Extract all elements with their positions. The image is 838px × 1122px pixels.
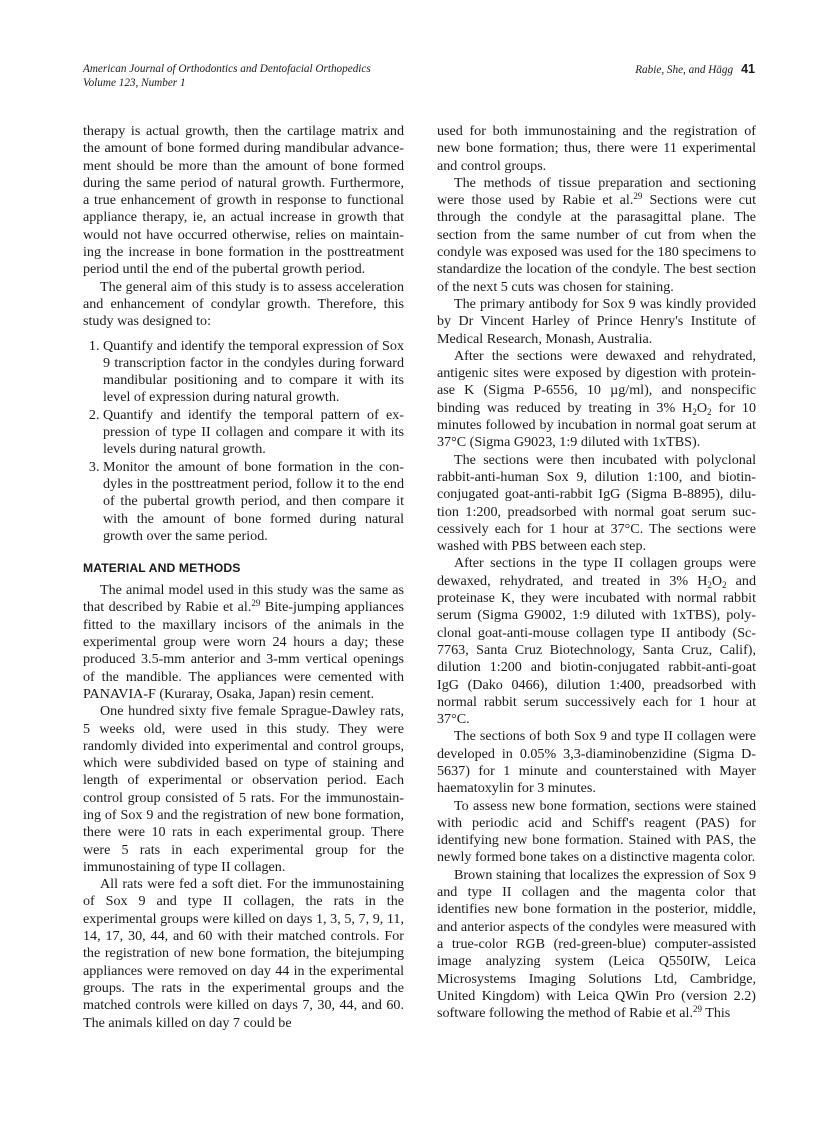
methods-paragraph-animal-model — [83, 582, 404, 703]
tissue-preparation-paragraph — [437, 175, 756, 296]
paragraph-text: This — [701, 1005, 731, 1022]
aim-item: 3. Monitor the amount of bone formation in the condyles in the posttreatment period, follow it to the end of the pubertal growth period, and then compare it with the amount of bone formed during natural growth over the same period. — [103, 459, 404, 545]
citation-reference: 29 — [251, 598, 261, 609]
paragraph-text: O — [711, 572, 723, 589]
aim-item: 2. Quantify and identify the temporal pattern of expression of type II collagen and compare it with its levels during natural growth. — [103, 407, 404, 459]
paragraph-text: Sections were cut through the condyle at the parasagittal plane. The section from the same number of cut from when the condyle was exposed was used for the 180 specimens to standardize the location of the condyle. The best section of the next 5 cuts was chosen for staining. — [437, 192, 756, 295]
journal-title: American Journal of Orthodontics and Dentofacial Orthopedics — [83, 63, 371, 75]
paragraph-text: After the sections were dewaxed and rehydrated, antigenic sites were exposed by digestion with proteinase K (Sigma P-6556, 10 µg/ml), and nonspecific binding was reduced by treating in 3% H — [437, 347, 756, 416]
journal-citation — [83, 62, 371, 90]
incubation-paragraph: The sections were then incubated with polyclonal rabbit-anti-human Sox 9, dilution 1:100, and biotin-conjugated goat-anti-rabbit IgG (Sigma B-8895), dilution 1:200, preadsorbed with normal goat serum successively each for 1 hour at 37°C. The sections were washed with PBS between each step. — [437, 451, 756, 555]
paragraph-text: After sections in the type II collagen groups were dewaxed, rehydrated, and treated in 3% H — [437, 555, 756, 589]
continuation-paragraph: used for both immunostaining and the registration of new bone formation; thus, there were 11 experimental and control groups. — [437, 123, 756, 174]
subscript: 2 — [707, 579, 712, 590]
running-authors: Rabie, She, and Hägg — [635, 64, 734, 76]
paragraph-text: O — [696, 399, 708, 416]
measurement-paragraph — [437, 867, 756, 1023]
subscript: 2 — [707, 406, 712, 417]
author-page-header — [635, 62, 755, 77]
paragraph-text: Bite-jumping appliances fitted to the maxillary incisors of the animals in the experimental group were worn 24 hours a day; these produced 3.5-mm anterior and 3-mm vertical openings of the mandible. The appliances were cemented with PANAVIA-F (Kuraray, Osaka, Japan) resin cement. — [83, 599, 404, 702]
section-heading-methods: MATERIAL AND METHODS — [83, 561, 241, 576]
aim-paragraph: The general aim of this study is to assess acceleration and enhancement of condylar growth. Therefore, this study was designed to: — [83, 278, 404, 330]
methods-paragraph-subjects: One hundred sixty five female Sprague-Dawley rats, 5 weeks old, were used in this study. They were randomly divided into experimental and control groups, which were subdivided based on type of staining and length of experimental or observation period. Each control group consisted of 5 rats. For the immunostaining of Sox 9 and the registration of new bone formation, there were 10 rats in each experimental group. There were 5 rats in each experimental group for the immunostaining of type II collagen. — [83, 703, 404, 875]
paragraph-text: The animal model used in this study was the same as that described by Rabie et al. — [83, 582, 404, 616]
subscript: 2 — [692, 406, 697, 417]
aims-list — [83, 338, 404, 546]
citation-reference: 29 — [692, 1004, 702, 1015]
subscript: 2 — [722, 579, 727, 590]
paragraph-text: for 10 minutes followed by incubation in normal goat serum at 37°C (Sigma G9023, 1:9 diluted with 1xTBS). — [437, 399, 756, 451]
left-column — [83, 123, 404, 1032]
paragraph-text: The methods of tissue preparation and sectioning were those used by Rabie et al. — [437, 174, 756, 209]
paragraph-text: Brown staining that localizes the expression of Sox 9 and type II collagen and the magenta color that identifies new bone formation in the posterior, middle, and anterior aspects of the condyles were measured with a true-color RGB (red-green-blue) computer-assisted image analyzing system (Leica Q550IW, Leica Microsystems Imaging Solutions Ltd, Cambridge, United Kingdom) with Leica QWin Pro (version 2.2) software following the method of Rabie et al. — [437, 866, 756, 1022]
citation-reference: 29 — [633, 191, 643, 202]
pas-paragraph: To assess new bone formation, sections were stained with periodic acid and Schiff's reagent (PAS) for identifying new bone formation. Stained with PAS, the newly formed bone takes on a distinctive magenta color. — [437, 797, 756, 866]
intro-paragraph: therapy is actual growth, then the cartilage matrix and the amount of bone formed during mandibular advancement should be more than the amount of bone formed during the same period of natural growth. Furthermore, a true enhancement of growth in response to functional appliance therapy, ie, an actual increase in growth that would not have occurred otherwise, relies on maintaining the increase in bone formation in the posttreatment period until the end of the pubertal growth period. — [83, 123, 404, 278]
collagen-paragraph — [437, 555, 756, 728]
right-column — [437, 123, 756, 1022]
journal-volume: Volume 123, Number 1 — [83, 77, 186, 89]
aim-item: 1. Quantify and identify the temporal expression of Sox 9 transcription factor in the condyles during forward mandibular positioning and to compare it with its level of expression during natural growth. — [103, 338, 404, 407]
develop-paragraph: The sections of both Sox 9 and type II collagen were developed in 0.05% 3,3-diaminobenzidine (Sigma D-5637) for 1 minute and counterstained with Mayer haematoxylin for 3 minutes. — [437, 728, 756, 797]
dewax-paragraph — [437, 348, 756, 452]
page-number: 41 — [741, 62, 755, 76]
antibody-paragraph: The primary antibody for Sox 9 was kindly provided by Dr Vincent Harley of Prince Henry's Institute of Medical Research, Monash, Australia. — [437, 295, 756, 347]
paragraph-text: and proteinase K, they were incubated with normal rabbit serum (Sigma G9002, 1:9 diluted with 1xTBS), polyclonal goat-anti-mouse collagen type II antibody (Sc-7763, Santa Cruz Biotechnology, Santa Cruz, Calif), dilution 1:200 and biotin-conjugated rabbit-anti-goat IgG (Dako 0466), dilution 1:400, preadsorbed with normal rabbit serum successively each for 1 hour at 37°C. — [437, 572, 756, 728]
methods-paragraph-schedule: All rats were fed a soft diet. For the immunostaining of Sox 9 and type II collagen, the rats in the experimental groups were killed on days 1, 3, 5, 7, 9, 11, 14, 17, 30, 44, and 60 with their matched controls. For the registration of new bone formation, the bitejumping appliances were removed on day 44 in the experimental groups. The rats in the experimental groups and the matched controls were killed on days 7, 30, 44, and 60. The animals killed on day 7 could be — [83, 876, 404, 1031]
